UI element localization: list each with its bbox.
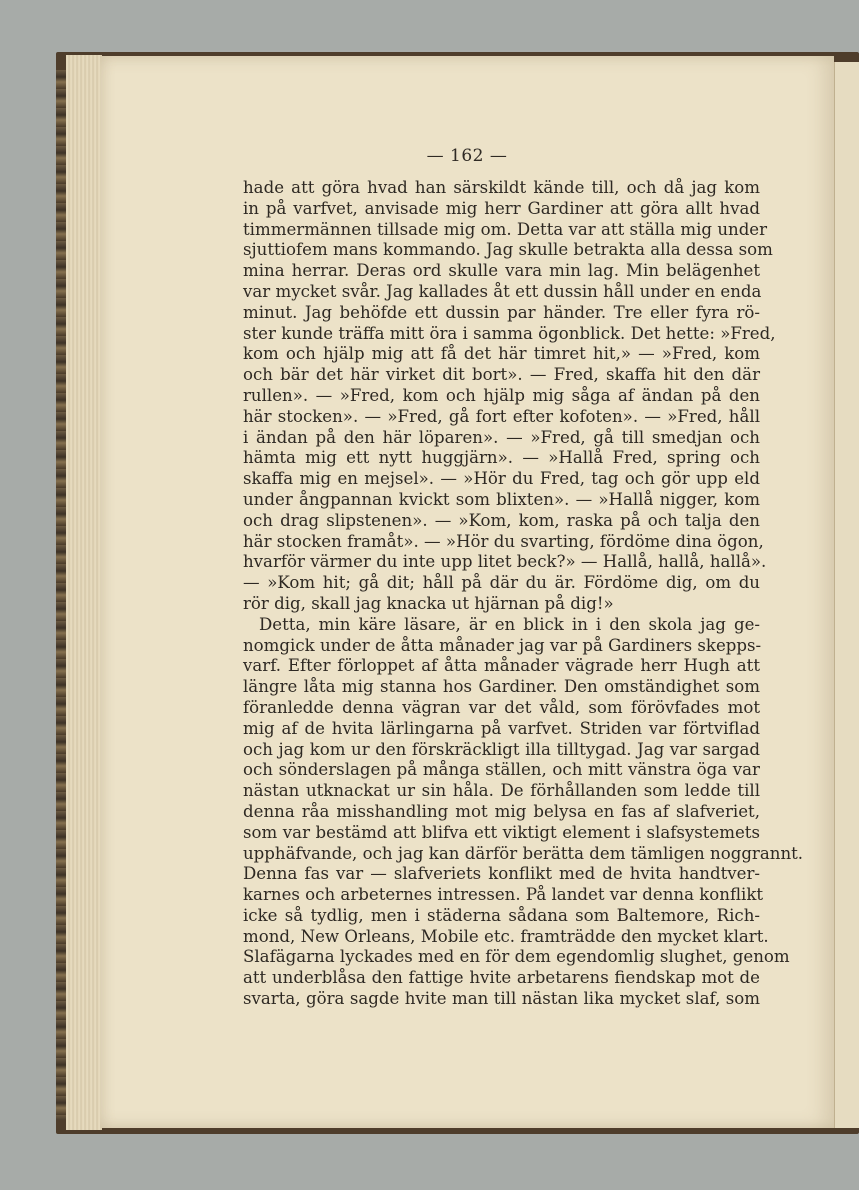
text-line: — »Kom hit; gå dit; håll på där du är. Fördöme dig, om du: [243, 573, 760, 593]
page-number: — 162 —: [426, 146, 508, 166]
text-line: mig af de hvita lärlingarna på varfvet. Striden var förtviflad: [243, 718, 760, 738]
paragraph-2: [243, 614, 804, 1010]
text-line: karnes och arbeternes intressen. På landet var denna konflikt: [243, 885, 764, 905]
text-line: nästan utknackat ur sin håla. De förhållanden som ledde till: [243, 781, 760, 801]
text-line: icke så tydlig, men i städerna sådana som Baltemore, Rich-: [243, 905, 760, 925]
text-line: och drag slipstenen». — »Kom, kom, raska på och talja den: [243, 510, 760, 530]
text-line: upphäfvande, och jag kan därför berätta dem tämligen noggrannt.: [243, 843, 804, 863]
text-line: och sönderslagen på många ställen, och mitt vänstra öga var: [243, 760, 760, 780]
text-line: minut. Jag behöfde ett dussin par händer. Tre eller fyra rö-: [243, 302, 760, 322]
text-line: hvarför värmer du inte upp litet beck?» — Hallå, hallå, hallå».: [243, 552, 767, 572]
text-line: hämta mig ett nytt huggjärn». — »Hallå Fred, spring och: [243, 448, 760, 468]
text-line: här stocken framåt». — »Hör du svarting, fördöme dina ögon,: [243, 531, 764, 551]
text-line: här stocken». — »Fred, gå fort efter kofoten». — »Fred, håll: [243, 406, 760, 426]
text-line: in på varfvet, anvisade mig herr Gardiner att göra allt hvad: [243, 198, 760, 218]
facing-page-edge: [834, 62, 859, 1128]
text-line: att underblåsa den fattige hvite arbetarens fiendskap mot de: [243, 968, 760, 988]
text-line: rullen». — »Fred, kom och hjälp mig såga af ändan på den: [243, 385, 760, 405]
text-line: denna råa misshandling mot mig belysa en fas af slafveriet,: [243, 801, 760, 821]
text-line: kom och hjälp mig att få det här timret hit,» — »Fred, kom: [243, 344, 760, 364]
text-line: Slafägarna lyckades med en för dem egendomlig slughet, genom: [243, 947, 790, 967]
page-edges: [66, 55, 102, 1130]
text-line: under ångpannan kvickt som blixten». — »Hallå nigger, kom: [243, 489, 760, 509]
text-line: mond, New Orleans, Mobile etc. framträdde den mycket klart.: [243, 926, 769, 946]
text-line: sjuttiofem mans kommando. Jag skulle betrakta alla dessa som: [243, 240, 773, 260]
text-line: nomgick under de åtta månader jag var på Gardiners skepps-: [243, 635, 762, 655]
text-line: hade att göra hvad han särskildt kände till, och då jag kom: [243, 178, 760, 197]
page-text: [243, 178, 804, 1010]
text-line: och jag kom ur den förskräckligt illa tilltygad. Jag var sargad: [243, 739, 760, 759]
text-line: och bär det här virket dit bort». — Fred, skaffa hit den där: [243, 365, 760, 385]
text-line: rör dig, skall jag knacka ut hjärnan på dig!»: [243, 593, 614, 613]
text-line: ster kunde träffa mitt öra i samma ögonblick. Det hette: »Fred,: [243, 323, 776, 343]
text-line: var mycket svår. Jag kallades åt ett dussin håll under en enda: [243, 281, 762, 301]
text-line: Denna fas var — slafveriets konflikt med de hvita handtver-: [243, 864, 760, 884]
text-line: varf. Efter förloppet af åtta månader vägrade herr Hugh att: [243, 656, 760, 676]
paragraph-1: [243, 178, 776, 615]
text-line: föranledde denna vägran var det våld, som förövfades mot: [243, 697, 760, 717]
text-line: skaffa mig en mejsel». — »Hör du Fred, tag och gör upp eld: [243, 469, 760, 489]
text-line: Detta, min käre läsare, är en blick in i den skola jag ge-: [259, 614, 760, 634]
text-line: svarta, göra sagde hvite man till nästan lika mycket slaf, som: [243, 989, 760, 1009]
text-line: timmermännen tillsade mig om. Detta var att ställa mig under: [243, 219, 768, 239]
text-line: som var bestämd att blifva ett viktigt element i slafsystemets: [243, 822, 760, 842]
text-line: längre låta mig stanna hos Gardiner. Den omständighet som: [243, 677, 760, 697]
text-line: i ändan på den här löparen». — »Fred, gå till smedjan och: [243, 427, 760, 447]
text-line: mina herrar. Deras ord skulle vara min lag. Min belägenhet: [243, 261, 760, 281]
